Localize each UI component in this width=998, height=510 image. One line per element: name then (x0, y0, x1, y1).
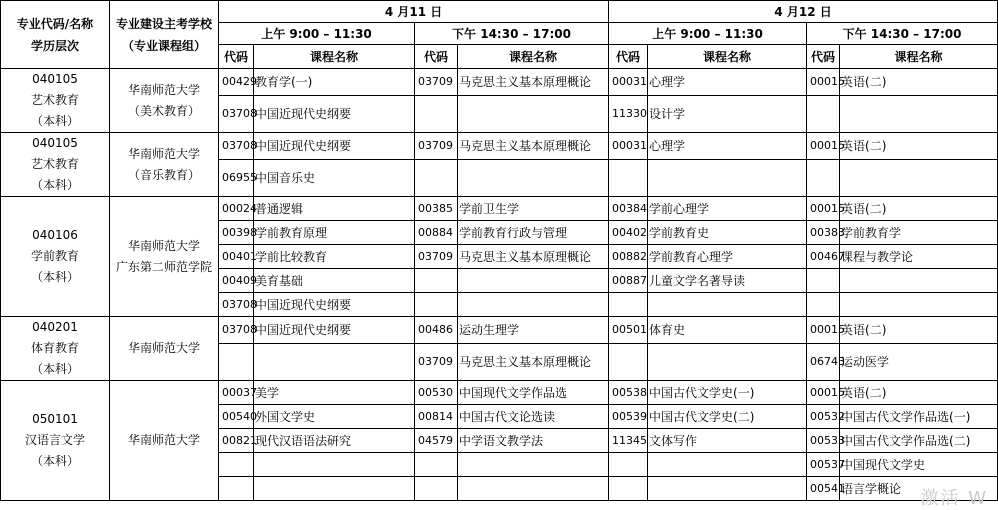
course-name-cell: 英语(二) (840, 197, 998, 221)
course-code-cell (609, 453, 648, 477)
course-code-cell: 00398 (219, 221, 254, 245)
course-code-cell: 00539 (609, 405, 648, 429)
course-name-cell: 中国现代文学作品选 (458, 381, 609, 405)
course-name-cell: 学前教育原理 (254, 221, 415, 245)
course-name-cell: 体育史 (648, 317, 807, 344)
school-line: （音乐教育） (127, 167, 200, 182)
course-code-cell: 00409 (219, 269, 254, 293)
course-code-cell: 03708 (219, 317, 254, 344)
course-code-cell: 06743 (807, 343, 840, 380)
course-name-cell: 英语(二) (840, 133, 998, 160)
course-name-cell: 课程与教学论 (840, 245, 998, 269)
course-code-cell (415, 269, 458, 293)
course-name-cell: 英语(二) (840, 317, 998, 344)
course-code-cell (609, 477, 648, 501)
school-cell (110, 197, 219, 317)
course-code-cell: 00501 (609, 317, 648, 344)
course-name-cell: 儿童文学名著导读 (648, 269, 807, 293)
course-name-cell (840, 293, 998, 317)
course-code-cell: 00429 (219, 69, 254, 96)
major-cell (1, 69, 110, 133)
course-code-cell (609, 159, 648, 196)
course-name-cell: 中国近现代史纲要 (254, 293, 415, 317)
course-name-cell: 运动医学 (840, 343, 998, 380)
course-code-cell: 00383 (807, 221, 840, 245)
course-code-cell: 03709 (415, 245, 458, 269)
major-cell (1, 381, 110, 501)
course-name-cell: 中国现代文学史 (840, 453, 998, 477)
course-code-cell: 03709 (415, 343, 458, 380)
course-code-cell: 00884 (415, 221, 458, 245)
course-name-cell: 设计学 (648, 95, 807, 132)
major-line: （本科） (30, 270, 79, 284)
major-line: 汉语言文学 (24, 433, 85, 447)
course-code-cell (807, 95, 840, 132)
course-name-column-header: 课程名称 (648, 45, 807, 69)
major-line: （本科） (30, 362, 79, 376)
course-name-cell: 心理学 (648, 133, 807, 160)
school-cell (110, 133, 219, 197)
course-code-cell: 00401 (219, 245, 254, 269)
day-header-2: 4 月12 日 (609, 1, 998, 23)
major-header-line2: 学历层次 (30, 38, 79, 53)
course-name-cell: 学前比较教育 (254, 245, 415, 269)
course-name-cell (840, 269, 998, 293)
course-name-cell (648, 293, 807, 317)
course-name-cell: 教育学(一) (254, 69, 415, 96)
course-name-cell: 中国近现代史纲要 (254, 95, 415, 132)
course-name-cell (648, 343, 807, 380)
course-name-cell: 文体写作 (648, 429, 807, 453)
course-name-cell: 中国古代文学史(一) (648, 381, 807, 405)
course-code-cell: 00467 (807, 245, 840, 269)
table-row (1, 381, 998, 405)
major-line: 040105 (32, 136, 78, 150)
activation-watermark: 激活 W (920, 488, 988, 509)
course-code-cell: 00882 (609, 245, 648, 269)
course-name-cell: 中国近现代史纲要 (254, 133, 415, 160)
course-name-cell: 心理学 (648, 69, 807, 96)
course-name-cell: 学前教育行政与管理 (458, 221, 609, 245)
code-column-header: 代码 (415, 45, 458, 69)
course-code-cell: 00486 (415, 317, 458, 344)
course-code-cell (415, 477, 458, 501)
major-column-header (1, 1, 110, 69)
course-name-cell: 学前教育史 (648, 221, 807, 245)
major-line: 体育教育 (30, 341, 79, 355)
code-column-header: 代码 (807, 45, 840, 69)
school-line: 华南师范大学 (127, 82, 200, 97)
course-code-cell: 03708 (219, 133, 254, 160)
session-header: 下午 14:30 – 17:00 (807, 23, 998, 45)
course-name-cell (254, 477, 415, 501)
table-row (1, 69, 998, 96)
course-code-cell (609, 293, 648, 317)
course-name-cell: 中国近现代史纲要 (254, 317, 415, 344)
major-line: 040105 (32, 72, 78, 86)
course-code-cell: 00814 (415, 405, 458, 429)
course-name-cell: 学前心理学 (648, 197, 807, 221)
major-header-line1: 专业代码/名称 (16, 16, 94, 31)
course-name-cell: 学前卫生学 (458, 197, 609, 221)
course-name-cell: 中国古代文学史(二) (648, 405, 807, 429)
school-line: 广东第二师范学院 (115, 259, 212, 274)
course-name-cell (458, 293, 609, 317)
course-name-cell: 美学 (254, 381, 415, 405)
school-header-line1: 专业建设主考学校 (115, 16, 212, 31)
day-header-1: 4 月11 日 (219, 1, 609, 23)
course-name-cell: 运动生理学 (458, 317, 609, 344)
course-name-cell: 学前教育心理学 (648, 245, 807, 269)
course-code-cell: 00015 (807, 381, 840, 405)
course-code-cell (807, 159, 840, 196)
course-code-cell (415, 159, 458, 196)
course-code-cell: 03708 (219, 95, 254, 132)
school-header-line2: （专业课程组） (121, 38, 206, 53)
school-line: 华南师范大学 (127, 341, 200, 355)
course-name-cell (458, 159, 609, 196)
major-line: 050101 (32, 412, 78, 426)
course-code-cell (807, 293, 840, 317)
table-row (1, 317, 998, 344)
course-code-cell: 00015 (807, 197, 840, 221)
schedule-body (1, 69, 998, 501)
course-code-cell: 00031 (609, 133, 648, 160)
course-code-cell (609, 343, 648, 380)
course-code-cell: 03709 (415, 133, 458, 160)
major-line: （本科） (30, 178, 79, 192)
school-line: 华南师范大学 (127, 433, 200, 447)
course-name-cell: 美育基础 (254, 269, 415, 293)
course-code-cell: 00015 (807, 317, 840, 344)
course-name-cell (254, 343, 415, 380)
code-column-header: 代码 (609, 45, 648, 69)
course-code-cell: 00402 (609, 221, 648, 245)
course-code-cell (415, 453, 458, 477)
major-cell (1, 133, 110, 197)
course-code-cell: 00537 (807, 453, 840, 477)
course-code-cell (219, 343, 254, 380)
course-code-cell: 00887 (609, 269, 648, 293)
course-name-cell: 学前教育学 (840, 221, 998, 245)
course-name-cell (648, 477, 807, 501)
course-code-cell: 00385 (415, 197, 458, 221)
course-code-cell: 00015 (807, 69, 840, 96)
course-code-cell: 03709 (415, 69, 458, 96)
major-line: （本科） (30, 454, 79, 468)
session-header: 上午 9:00 – 11:30 (219, 23, 415, 45)
course-code-cell: 00821 (219, 429, 254, 453)
course-code-cell: 00530 (415, 381, 458, 405)
course-code-cell: 00031 (609, 69, 648, 96)
course-code-cell: 04579 (415, 429, 458, 453)
course-code-cell: 00540 (219, 405, 254, 429)
course-name-cell: 马克思主义基本原理概论 (458, 343, 609, 380)
school-line: 华南师范大学 (127, 146, 200, 161)
course-code-cell: 03708 (219, 293, 254, 317)
major-cell (1, 317, 110, 381)
table-row (1, 133, 998, 160)
course-name-cell: 马克思主义基本原理概论 (458, 245, 609, 269)
school-cell (110, 69, 219, 133)
course-name-cell: 外国文学史 (254, 405, 415, 429)
course-name-cell: 中国音乐史 (254, 159, 415, 196)
course-code-cell: 00541 (807, 477, 840, 501)
course-name-cell: 中国古代文学作品选(二) (840, 429, 998, 453)
major-cell (1, 197, 110, 317)
school-cell (110, 317, 219, 381)
course-code-cell (219, 453, 254, 477)
course-name-column-header: 课程名称 (254, 45, 415, 69)
course-name-cell: 中国古代文论选读 (458, 405, 609, 429)
course-name-column-header: 课程名称 (840, 45, 998, 69)
course-name-cell (458, 453, 609, 477)
course-name-cell: 中国古代文学作品选(一) (840, 405, 998, 429)
course-name-cell (648, 453, 807, 477)
course-name-cell (458, 269, 609, 293)
course-name-cell: 普通逻辑 (254, 197, 415, 221)
course-code-cell: 00037 (219, 381, 254, 405)
major-line: 艺术教育 (30, 93, 79, 107)
course-code-cell: 00015 (807, 133, 840, 160)
course-name-cell: 马克思主义基本原理概论 (458, 69, 609, 96)
course-name-cell (648, 159, 807, 196)
course-code-cell: 00532 (807, 405, 840, 429)
course-name-cell: 马克思主义基本原理概论 (458, 133, 609, 160)
course-code-cell: 11330 (609, 95, 648, 132)
session-header: 下午 14:30 – 17:00 (415, 23, 609, 45)
course-code-cell: 00538 (609, 381, 648, 405)
school-line: 华南师范大学 (127, 238, 200, 253)
course-name-cell (458, 477, 609, 501)
course-code-cell (219, 477, 254, 501)
major-line: 040106 (32, 228, 78, 242)
course-code-cell: 06955 (219, 159, 254, 196)
session-header: 上午 9:00 – 11:30 (609, 23, 807, 45)
course-code-cell: 11345 (609, 429, 648, 453)
course-code-cell: 00384 (609, 197, 648, 221)
course-name-cell: 语言学概论 (840, 477, 998, 501)
course-code-cell: 00024 (219, 197, 254, 221)
course-name-cell (840, 95, 998, 132)
code-column-header: 代码 (219, 45, 254, 69)
course-code-cell (415, 293, 458, 317)
school-column-header (110, 1, 219, 69)
course-name-cell (840, 159, 998, 196)
course-code-cell (807, 269, 840, 293)
course-name-column-header: 课程名称 (458, 45, 609, 69)
course-name-cell (458, 95, 609, 132)
course-name-cell: 英语(二) (840, 69, 998, 96)
major-line: 040201 (32, 320, 78, 334)
table-row (1, 197, 998, 221)
course-name-cell: 中学语文教学法 (458, 429, 609, 453)
course-code-cell: 00533 (807, 429, 840, 453)
course-code-cell (415, 95, 458, 132)
course-name-cell: 英语(二) (840, 381, 998, 405)
school-cell (110, 381, 219, 501)
major-line: 学前教育 (30, 249, 79, 263)
course-name-cell: 现代汉语语法研究 (254, 429, 415, 453)
school-line: （美术教育） (127, 103, 200, 118)
major-line: （本科） (30, 114, 79, 128)
course-name-cell (254, 453, 415, 477)
major-line: 艺术教育 (30, 157, 79, 171)
